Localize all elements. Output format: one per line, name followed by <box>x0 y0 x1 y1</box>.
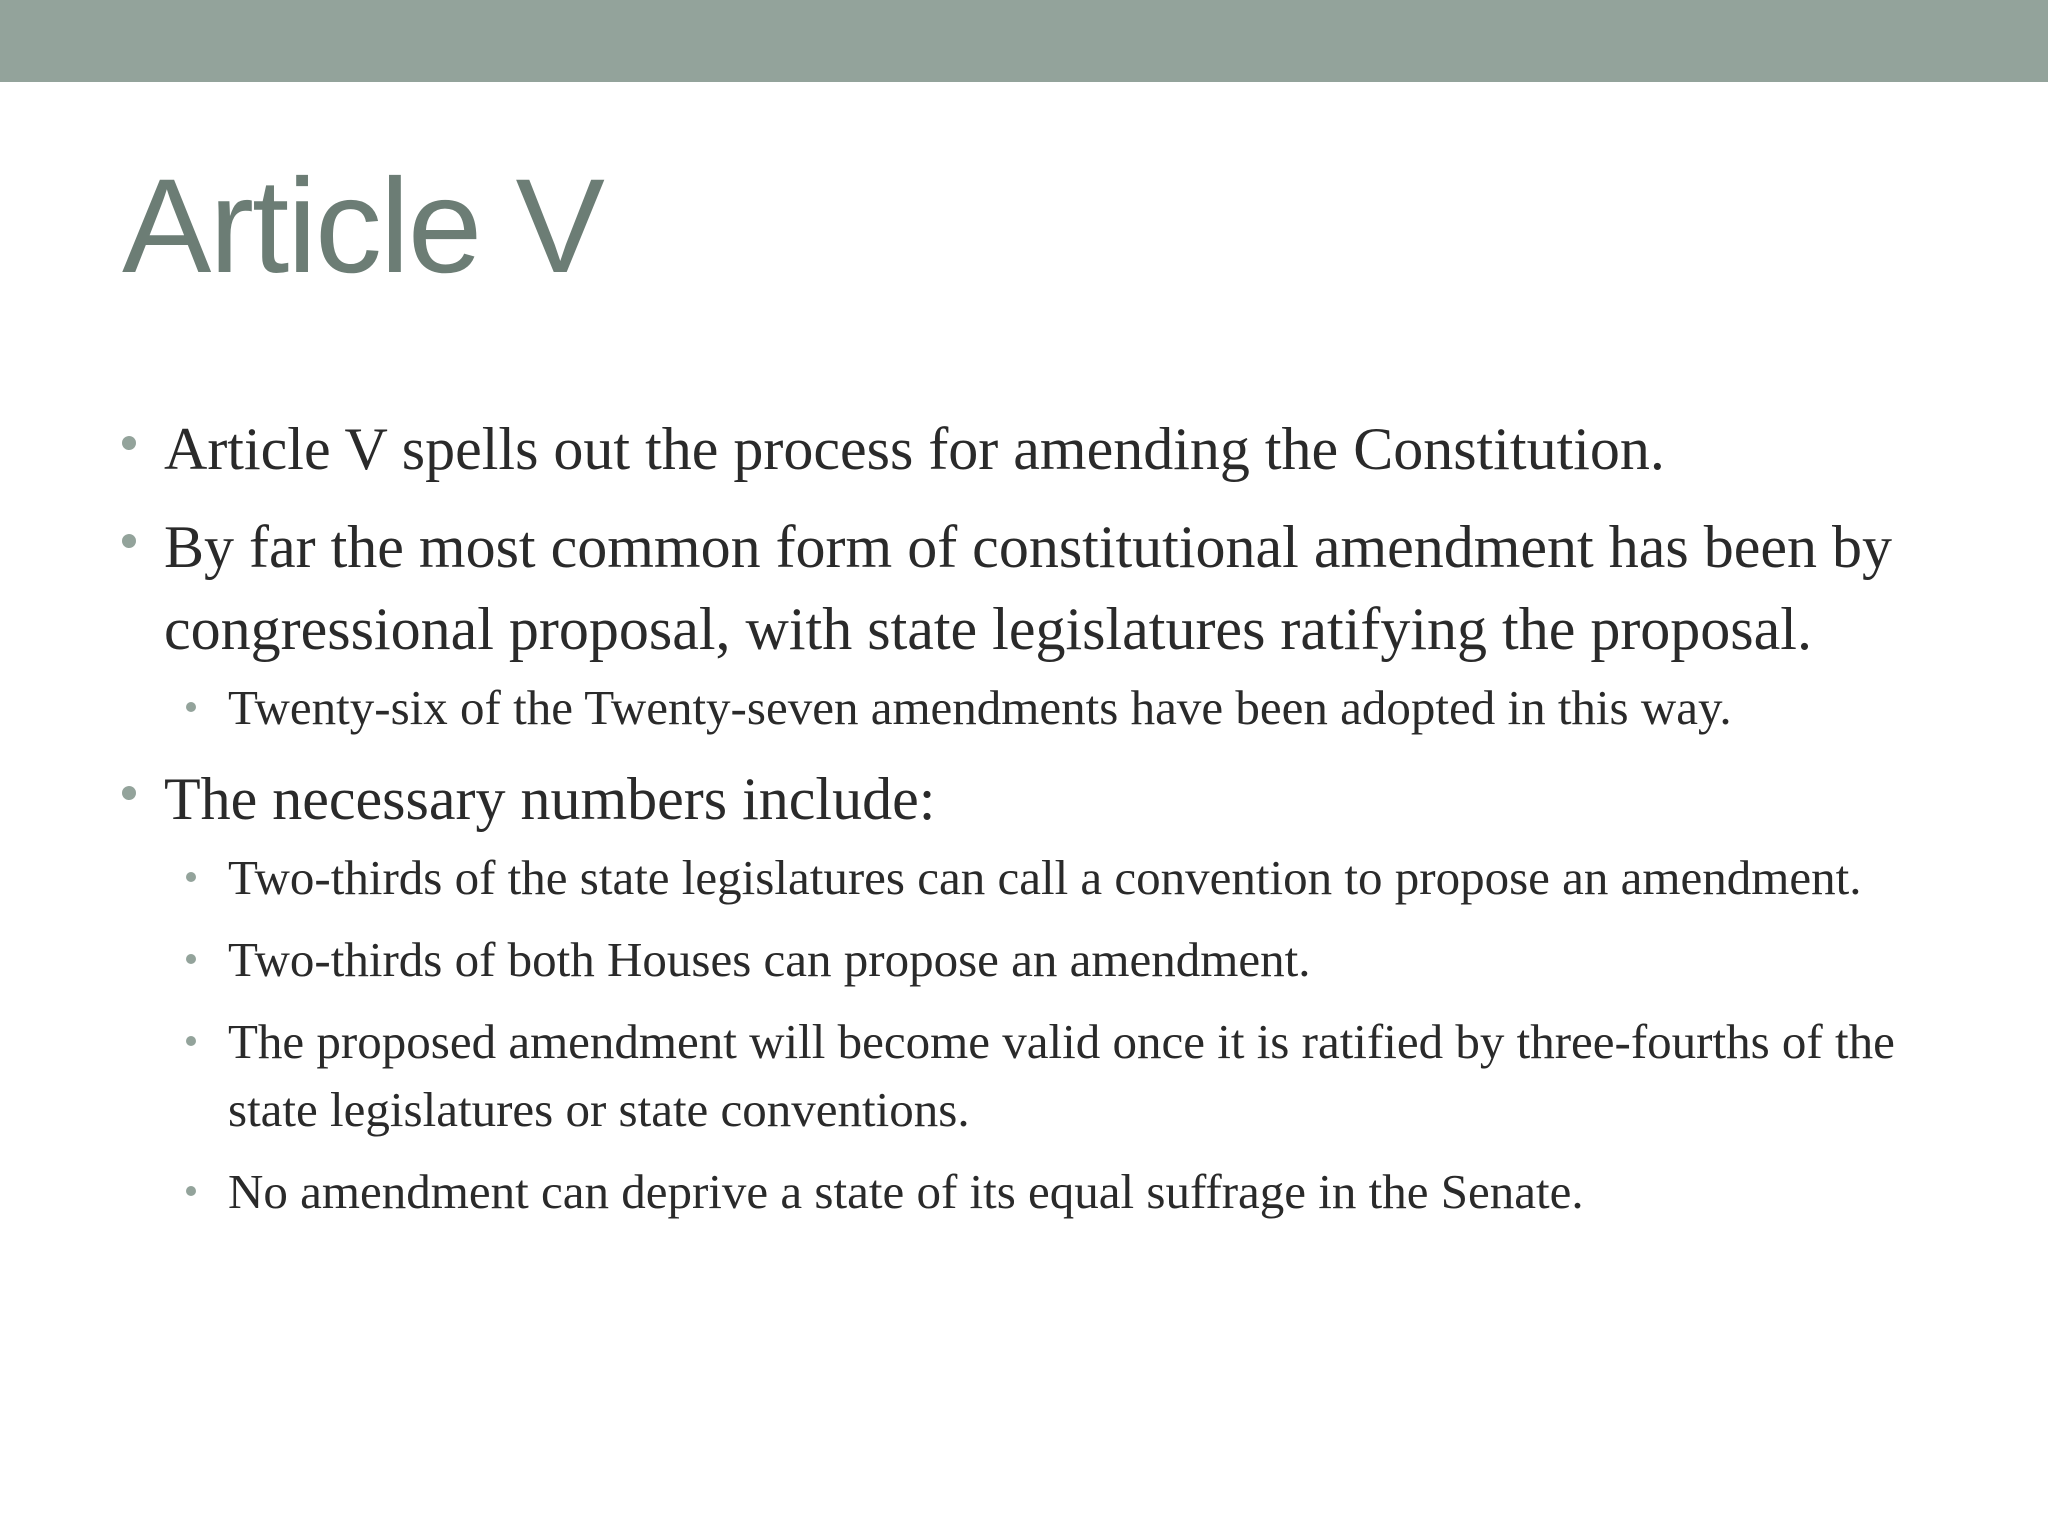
sub-bullet-item <box>120 1008 1960 1144</box>
bullet-text: The necessary numbers include: <box>164 766 936 832</box>
sub-bullet-text: No amendment can deprive a state of its equal suffrage in the Senate. <box>228 1164 1584 1219</box>
bullet-dot-icon <box>122 534 136 548</box>
sub-bullet-list <box>164 844 1960 1226</box>
sub-bullet-dot-icon <box>186 1186 196 1196</box>
sub-bullet-item <box>120 674 1960 742</box>
bullet-list <box>120 408 1960 1242</box>
bullet-text: Article V spells out the process for amending the Constitution. <box>164 416 1665 482</box>
bullet-item <box>120 758 1960 1226</box>
sub-bullet-text: Two-thirds of the state legislatures can call a convention to propose an amendment. <box>228 850 1862 905</box>
bullet-item <box>120 506 1960 742</box>
sub-bullet-dot-icon <box>186 872 196 882</box>
sub-bullet-list <box>164 674 1960 742</box>
sub-bullet-item <box>120 926 1960 994</box>
sub-bullet-dot-icon <box>186 954 196 964</box>
sub-bullet-dot-icon <box>186 1036 196 1046</box>
sub-bullet-text: The proposed amendment will become valid once it is ratified by three-fourths of the state legislatures or state conventions. <box>228 1014 1895 1137</box>
sub-bullet-item <box>120 844 1960 912</box>
sub-bullet-dot-icon <box>186 702 196 712</box>
sub-bullet-text: Twenty-six of the Twenty-seven amendments have been adopted in this way. <box>228 680 1732 735</box>
bullet-item <box>120 408 1960 490</box>
top-accent-bar <box>0 0 2048 82</box>
bullet-dot-icon <box>122 436 136 450</box>
slide-title: Article V <box>122 152 603 301</box>
bullet-dot-icon <box>122 786 136 800</box>
sub-bullet-item <box>120 1158 1960 1226</box>
bullet-text: By far the most common form of constitutional amendment has been by congressional proposal, with state legislatures ratifying the proposal. <box>164 514 1892 662</box>
sub-bullet-text: Two-thirds of both Houses can propose an amendment. <box>228 932 1311 987</box>
